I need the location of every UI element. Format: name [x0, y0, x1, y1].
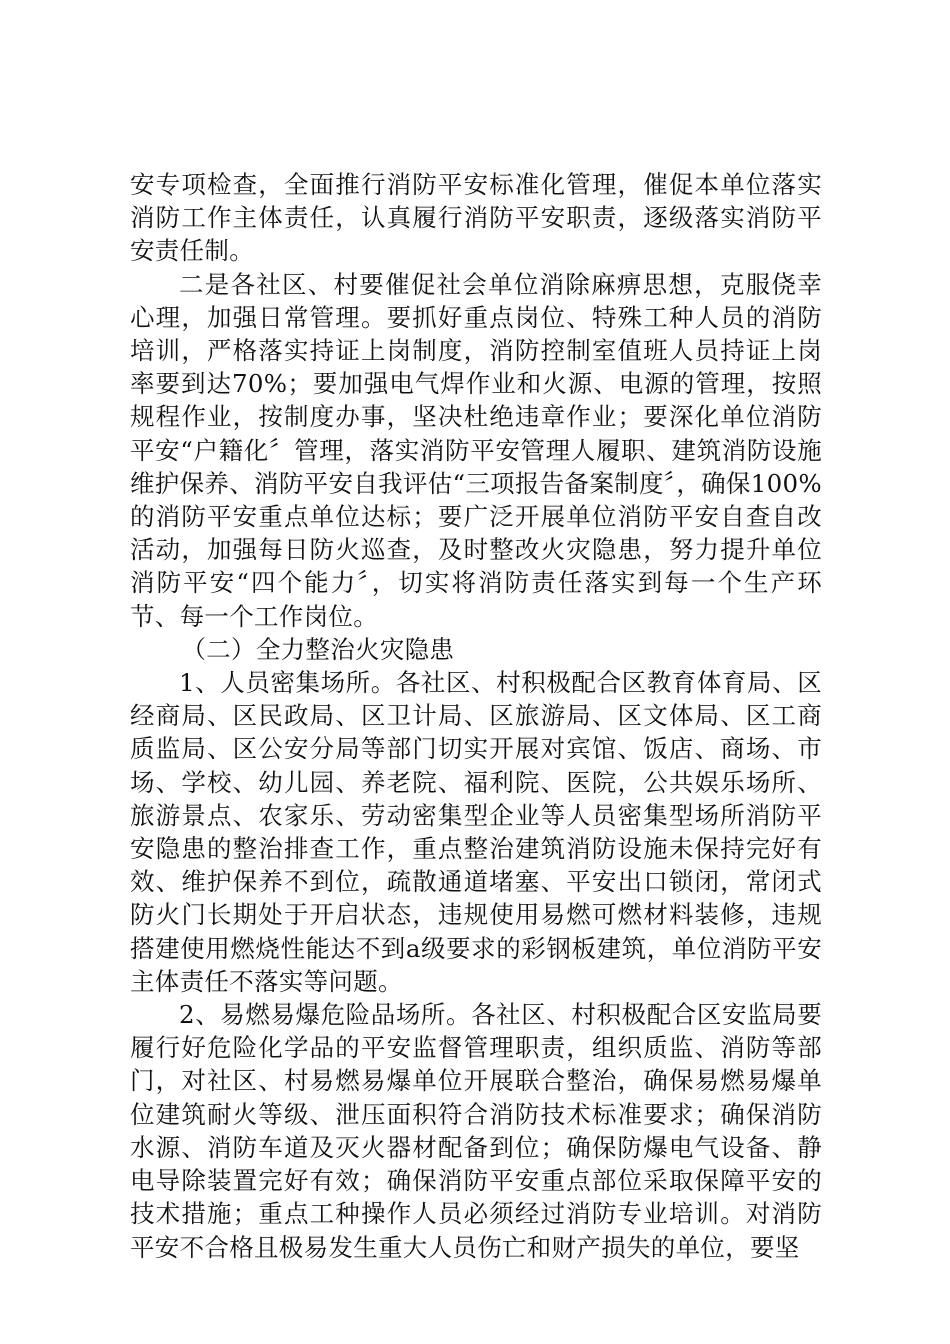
paragraph-continuation: 安专项检查，全面推行消防平安标准化管理，催促本单位落实消防工作主体责任，认真履行消防平安职责，逐级落实消防平安责任制。 — [130, 170, 822, 266]
paragraph-hazardous-places: 2、易燃易爆危险品场所。各社区、村积极配合区安监局要履行好危险化学品的平安监督管理职责，组织质监、消防等部门，对社区、村易燃易爆单位开展联合整治，确保易燃易爆单位建筑耐火等级、泄压面积符合消防技术标准要求；确保消防水源、消防车道及灭火器材配备到位；确保防爆电气设备、静电导除装置完好有效；确保消防平安重点部位采取保障平安的技术措施；重点工种操作人员必须经过消防专业培训。对消防平安不合格且极易发生重大人员伤亡和财产损失的单位，要坚 — [130, 1000, 822, 1262]
paragraph-crowded-places: 1、人员密集场所。各社区、村积极配合区教育体育局、区经商局、区民政局、区卫计局、区旅游局、区文体局、区工商质监局、区公安分局等部门切实开展对宾馆、饭店、商场、市场、学校、幼儿园、养老院、福利院、医院，公共娱乐场所、旅游景点、农家乐、劳动密集型企业等人员密集型场所消防平安隐患的整治排查工作，重点整治建筑消防设施未保持完好有效、维护保养不到位，疏散通道堵塞、平安出口锁闭，常闭式防火门长期处于开启状态，违规使用易燃可燃材料装修，违规搭建使用燃烧性能达不到a级要求的彩钢板建筑，单位消防平安主体责任不落实等问题。 — [130, 668, 822, 996]
section-heading: （二）全力整治火灾隐患 — [181, 634, 455, 664]
document-page — [130, 168, 822, 1264]
paragraph-social-units: 二是各社区、村要催促社会单位消除麻痹思想，克服侥幸心理，加强日常管理。要抓好重点岗位、特殊工种人员的消防培训，严格落实持证上岗制度，消防控制室值班人员持证上岗率要到达70%；要加强电气焊作业和火源、电源的管理，按照规程作业，按制度办事，坚决杜绝违章作业；要深化单位消防平安“户籍化〞管理，落实消防平安管理人履职、建筑消防设施维护保养、消防平安自我评估“三项报告备案制度〞，确保100%的消防平安重点单位达标；要广泛开展单位消防平安自查自改活动，加强每日防火巡查，及时整改火灾隐患，努力提升单位消防平安“四个能力〞，切实将消防责任落实到每一个生产环节、每一个工作岗位。 — [130, 269, 822, 631]
